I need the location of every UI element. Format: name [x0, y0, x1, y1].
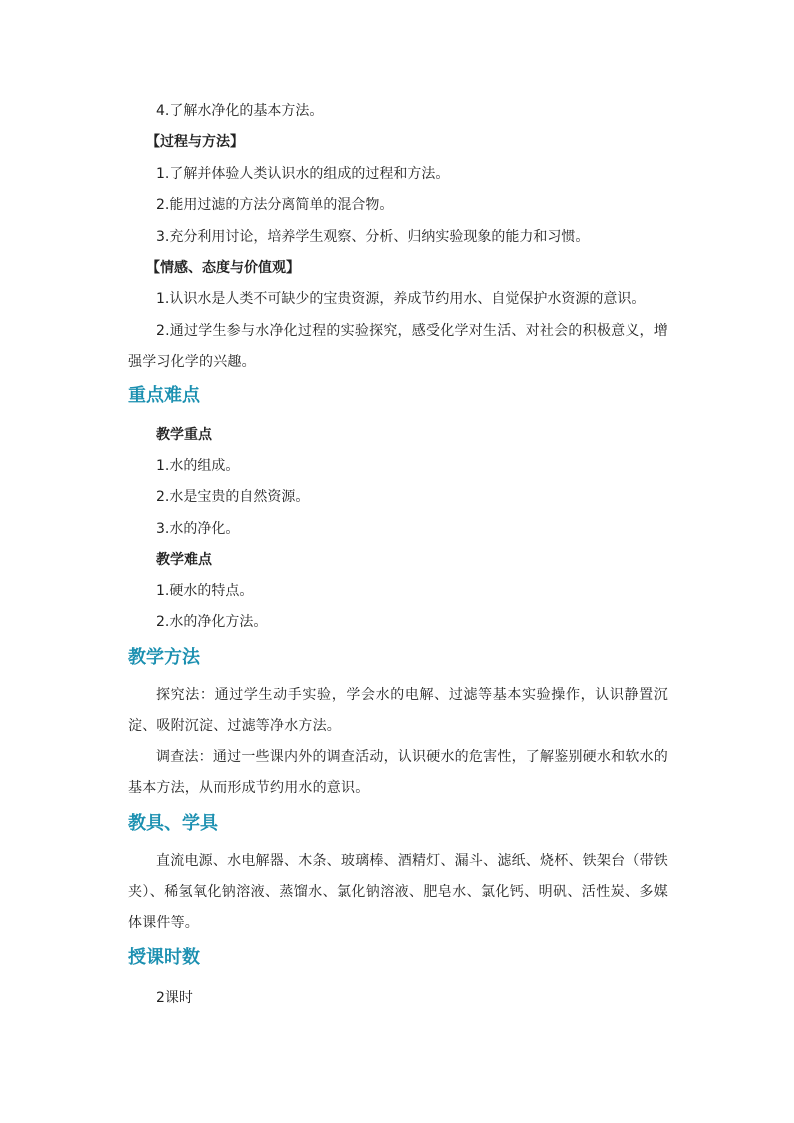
- process-method-item-3: 3.充分利用讨论，培养学生观察、分析、归纳实验现象的能力和习惯。: [156, 229, 590, 245]
- process-method-item-1: 1.了解并体验人类认识水的组成的过程和方法。: [156, 166, 450, 182]
- methods-heading: 教学方法: [128, 647, 200, 668]
- difficulty-item-1: 1.硬水的特点。: [156, 583, 254, 599]
- knowledge-item-4: 4.了解水净化的基本方法。: [156, 103, 324, 119]
- key-points-heading: 重点难点: [128, 385, 200, 406]
- process-method-heading: 【过程与方法】: [146, 134, 244, 150]
- process-method-item-2: 2.能用过滤的方法分离简单的混合物。: [156, 197, 394, 213]
- emotion-item-2: 2.通过学生参与水净化过程的实验探究，感受化学对生活、对社会的积极意义，增强学习化学的兴趣。: [128, 323, 668, 370]
- difficulty-heading: 教学难点: [156, 552, 212, 568]
- focus-item-3: 3.水的净化。: [156, 521, 240, 537]
- focus-item-1: 1.水的组成。: [156, 458, 240, 474]
- hours-text: 2课时: [156, 990, 193, 1006]
- hours-heading: 授课时数: [128, 947, 200, 968]
- tools-heading: 教具、学具: [128, 813, 218, 834]
- methods-survey: 调查法：通过一些课内外的调查活动，认识硬水的危害性，了解鉴别硬水和软水的基本方法，从而形成节约用水的意识。: [128, 749, 668, 796]
- difficulty-item-2: 2.水的净化方法。: [156, 614, 268, 630]
- emotion-heading: 【情感、态度与价值观】: [146, 260, 300, 276]
- focus-heading: 教学重点: [156, 427, 212, 443]
- tools-text: 直流电源、水电解器、木条、玻璃棒、酒精灯、漏斗、滤纸、烧杯、铁架台（带铁夹）、稀氢氧化钠溶液、蒸馏水、氯化钠溶液、肥皂水、氯化钙、明矾、活性炭、多媒体课件等。: [128, 853, 668, 931]
- focus-item-2: 2.水是宝贵的自然资源。: [156, 489, 310, 505]
- emotion-item-1: 1.认识水是人类不可缺少的宝贵资源，养成节约用水、自觉保护水资源的意识。: [156, 291, 646, 307]
- methods-inquiry: 探究法：通过学生动手实验，学会水的电解、过滤等基本实验操作，认识静置沉淀、吸附沉淀、过滤等净水方法。: [128, 687, 668, 734]
